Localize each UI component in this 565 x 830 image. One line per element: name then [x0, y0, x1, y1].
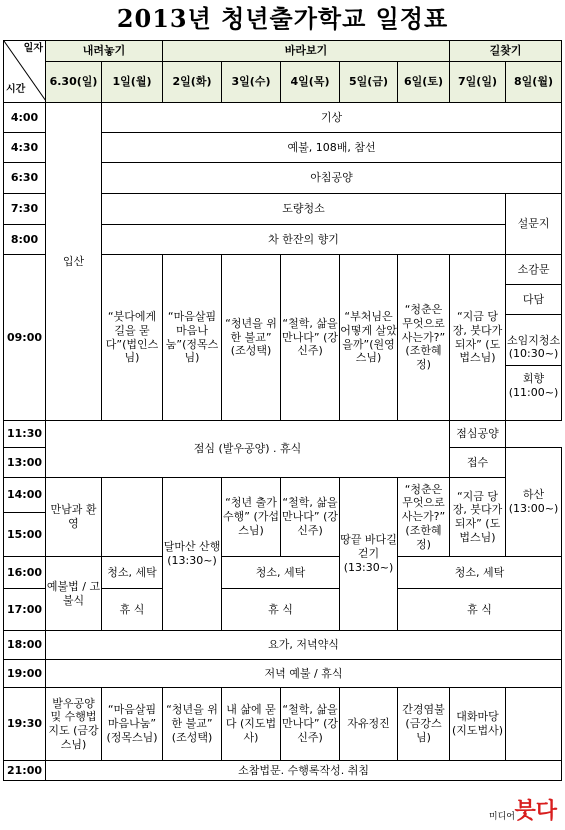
event-coastal-walk: 땅끝 바다길 걷기 (13:30~) — [340, 478, 398, 631]
time-label: 4:30 — [4, 133, 46, 163]
corner-day-label: 일자 — [23, 43, 43, 54]
watermark-logo: 붓다 — [514, 798, 557, 824]
time-label: 16:00 — [4, 557, 46, 589]
event-departure: 하산 (13:00~) — [506, 448, 562, 557]
event-d0-evening: 발우공양 및 수행법 지도 (금강스님) — [46, 688, 102, 761]
event-ipsan: 입산 — [46, 103, 102, 421]
time-label: 11:30 — [4, 421, 46, 448]
page-title: 2013년 청년출가학교 일정표 — [116, 4, 449, 33]
corner-time-label: 시간 — [6, 83, 26, 95]
event-review: 소감문 — [506, 255, 562, 285]
event-final: 소참법문. 수행록작성. 취침 — [46, 761, 562, 781]
time-label: 19:00 — [4, 660, 46, 688]
event-gisang: 기상 — [102, 103, 562, 133]
day-header: 2일(화) — [163, 62, 222, 103]
lecture-d6-morning: “청춘은 무엇으로 사는가?” (조한혜정) — [398, 255, 450, 421]
time-label: 8:00 — [4, 225, 46, 255]
event-yoga: 요가, 저녁약식 — [46, 631, 562, 660]
time-label: 6:30 — [4, 163, 46, 194]
event-d7-evening: 대화마당 (지도법사) — [450, 688, 506, 761]
event-room-cleaning: 소임지청소 (10:30~) — [506, 330, 561, 367]
time-label: 4:00 — [4, 103, 46, 133]
lecture-d1-evening: “마음살핌 마음나눔” (정목스님) — [102, 688, 163, 761]
event-closing-block — [506, 315, 562, 421]
event-lunch: 점심 (발우공양) . 휴식 — [46, 421, 450, 478]
event-hike: 달마산 산행 (13:30~) — [163, 478, 222, 631]
lecture-d5-morning: “부처님은 어떻게 살았을까”(원영스님) — [340, 255, 398, 421]
event-cleaning: 도량청소 — [102, 194, 506, 225]
event-rest: 휴 식 — [222, 589, 340, 631]
event-evening-yebul: 저녁 예불 / 휴식 — [46, 660, 562, 688]
lecture-d7-morning: “지금 당장, 붓다가 되자” (도법스님) — [450, 255, 506, 421]
time-label: 13:00 — [4, 448, 46, 478]
event-closing: 회향 (11:00~) — [508, 372, 559, 399]
lecture-d4-afternoon: “철학, 삶을 만나다” (강신주) — [281, 478, 340, 557]
time-label: 18:00 — [4, 631, 46, 660]
day-header: 3일(수) — [222, 62, 281, 103]
lecture-d6-afternoon: “청춘은 무엇으로 사는가?” (조한혜정) — [398, 478, 450, 557]
day-header: 1일(월) — [102, 62, 163, 103]
watermark-small: 미디어 — [488, 812, 515, 822]
d8-evening-empty — [506, 688, 562, 761]
event-d5-evening: 자유정진 — [340, 688, 398, 761]
event-wash: 청소, 세탁 — [222, 557, 340, 589]
event-wash: 청소, 세탁 — [102, 557, 163, 589]
time-label: 7:30 — [4, 194, 46, 225]
lecture-d2-evening: “청년을 위한 불교” (조성택) — [163, 688, 222, 761]
event-yebul: 예불, 108배, 참선 — [102, 133, 562, 163]
event-manners: 예불법 / 고불식 — [46, 557, 102, 631]
header-corner — [4, 41, 46, 103]
lecture-d4-morning: “철학, 삶을 만나다” (강신주) — [281, 255, 340, 421]
event-d3-evening: 내 삶에 묻다 (지도법사) — [222, 688, 281, 761]
event-tea: 차 한잔의 향기 — [102, 225, 506, 255]
event-d6-evening: 간경염불 (금강스님) — [398, 688, 450, 761]
day-header: 5일(금) — [340, 62, 398, 103]
time-label: 15:00 — [4, 513, 46, 557]
group-header-letgo: 내려놓기 — [46, 41, 163, 62]
group-header-observe: 바라보기 — [163, 41, 450, 62]
event-reception: 접수 — [450, 448, 506, 478]
time-label: 21:00 — [4, 761, 46, 781]
event-d8-lunch: 점심공양 — [450, 421, 506, 448]
time-label: 19:30 — [4, 688, 46, 761]
event-survey: 설문지 — [506, 194, 562, 255]
event-wash: 청소, 세탁 — [398, 557, 562, 589]
time-label: 09:00 — [4, 255, 46, 421]
group-header-pathfinding: 길찾기 — [450, 41, 562, 62]
event-welcome: 만남과 환영 — [46, 478, 102, 557]
lecture-d7-afternoon: “지금 당장, 붓다가 되자” (도법스님) — [450, 478, 506, 557]
day-header: 4일(목) — [281, 62, 340, 103]
time-label: 17:00 — [4, 589, 46, 631]
lecture-d3-afternoon: “청년 출가수행” (가섭스님) — [222, 478, 281, 557]
day-header: 7일(일) — [450, 62, 506, 103]
schedule-table — [3, 40, 562, 781]
event-rest: 휴 식 — [102, 589, 163, 631]
lecture-d2-morning: “마음살핌 마음나눔”(정목스님) — [163, 255, 222, 421]
time-label: 14:00 — [4, 478, 46, 513]
day-header: 8일(월) — [506, 62, 562, 103]
day-header: 6일(토) — [398, 62, 450, 103]
lecture-d4-evening: “철학, 삶을 만나다” (강신주) — [281, 688, 340, 761]
event-dadam: 다담 — [506, 285, 562, 315]
day-header: 6.30(일) — [46, 62, 102, 103]
event-breakfast: 아침공양 — [102, 163, 562, 194]
event-rest: 휴 식 — [398, 589, 562, 631]
lecture-d3-morning: “청년을 위한 불교” (조성택) — [222, 255, 281, 421]
d1-afternoon-empty — [102, 478, 163, 557]
lecture-d1-morning: “붓다에게 길을 묻다”(법인스님) — [102, 255, 163, 421]
